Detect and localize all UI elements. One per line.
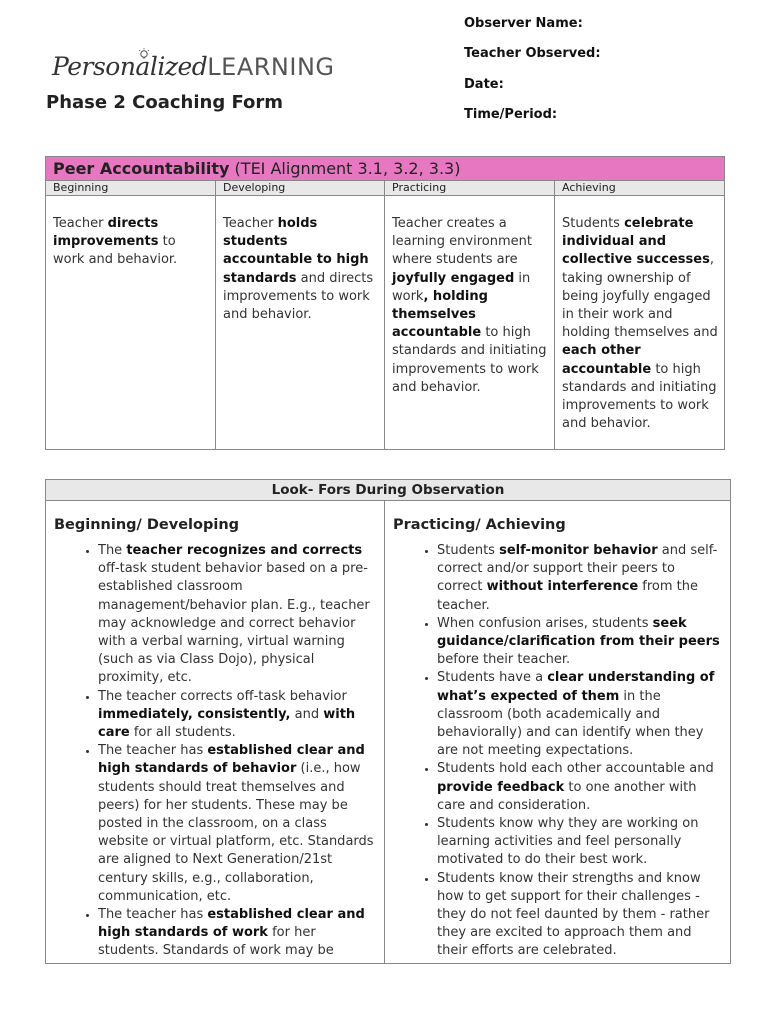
cell-beginning: Teacher directs improvements to work and behavior. bbox=[46, 196, 216, 450]
list-item: • The teacher has established clear and high standards of behavior (i.e., how students should treat themselves and peers) for her students. These may be posted in the classroom, on a class website or virtual platform, etc. Standards are aligned to Next Generation/21st century skills, e.g., collaboration, communication, etc. bbox=[98, 742, 376, 906]
col-header-developing: Developing bbox=[216, 181, 385, 195]
form-title: Phase 2 Coaching Form bbox=[46, 92, 284, 113]
list-item: • Students know their strengths and know how to get support for their challenges - they do not feel daunted by them - rather they are excited to approach them and their efforts are celebrated. bbox=[437, 870, 722, 961]
list-item: • When confusion arises, students seek guidance/clarification from their peers before their teacher. bbox=[437, 615, 722, 670]
cell-practicing: Teacher creates a learning environment where students are joyfully engaged in work, holding themselves accountable to high standards and initiating improvements to work and behavior. bbox=[385, 196, 555, 450]
logo bbox=[52, 52, 335, 92]
beginning-developing-column bbox=[46, 501, 385, 964]
col-header-beginning: Beginning bbox=[46, 181, 216, 195]
practicing-achieving-column bbox=[385, 501, 730, 964]
practicing-achieving-list bbox=[393, 542, 722, 961]
beginning-developing-list bbox=[54, 542, 376, 961]
look-fors-table bbox=[45, 479, 731, 964]
lightbulb-icon bbox=[138, 48, 150, 62]
beginning-developing-heading: Beginning/ Developing bbox=[54, 517, 240, 533]
logo-caps-text: LEARNING bbox=[207, 53, 335, 81]
cell-achieving: Students celebrate individual and collective successes, taking ownership of being joyfully engaged in their work and holding themselves and each other accountable to high standards and initiating improvements to work and behavior. bbox=[562, 216, 718, 432]
look-fors-body bbox=[46, 501, 730, 964]
col-header-practicing: Practicing bbox=[385, 181, 555, 195]
time-period-label: Time/Period: bbox=[464, 107, 558, 122]
teacher-observed-label: Teacher Observed: bbox=[464, 46, 601, 61]
list-item: • Students have a clear understanding of what’s expected of them in the classroom (both academically and behaviorally) and can identify when they are not meeting expectations. bbox=[437, 669, 722, 760]
practicing-achieving-heading: Practicing/ Achieving bbox=[393, 517, 566, 533]
list-item: • Students hold each other accountable and provide feedback to one another with care and consideration. bbox=[437, 760, 722, 815]
table-title-bar bbox=[46, 157, 724, 181]
list-item: • The teacher has established clear and high standards of work for her students. Standards of work may be bbox=[98, 906, 376, 961]
date-label: Date: bbox=[464, 77, 504, 92]
list-item: • The teacher corrects off-task behavior immediately, consistently, and with care for all students. bbox=[98, 688, 376, 743]
logo-script-text: Personalized bbox=[52, 52, 208, 81]
table-title: Peer Accountability bbox=[53, 159, 230, 178]
observer-name-label: Observer Name: bbox=[464, 16, 583, 31]
list-item: • Students know why they are working on learning activities and feel personally motivated to do their best work. bbox=[437, 815, 722, 870]
tei-alignment: (TEI Alignment 3.1, 3.2, 3.3) bbox=[234, 159, 461, 178]
rubric-row bbox=[46, 196, 724, 450]
list-item: • Students self-monitor behavior and self-correct and/or support their peers to correct without interference from the teacher. bbox=[437, 542, 722, 615]
cell-developing: Teacher holds students accountable to high standards and directs improvements to work and behavior. bbox=[216, 196, 385, 450]
column-headers bbox=[46, 181, 724, 196]
col-header-achieving: Achieving bbox=[562, 181, 616, 194]
peer-accountability-table bbox=[45, 156, 725, 450]
look-fors-title: Look- Fors During Observation bbox=[46, 480, 730, 501]
list-item: • The teacher recognizes and corrects off-task student behavior based on a pre-established classroom management/behavior plan. E.g., teacher may acknowledge and correct behavior with a verbal warning, virtual warning (such as via Class Dojo), physical proximity, etc. bbox=[98, 542, 376, 688]
